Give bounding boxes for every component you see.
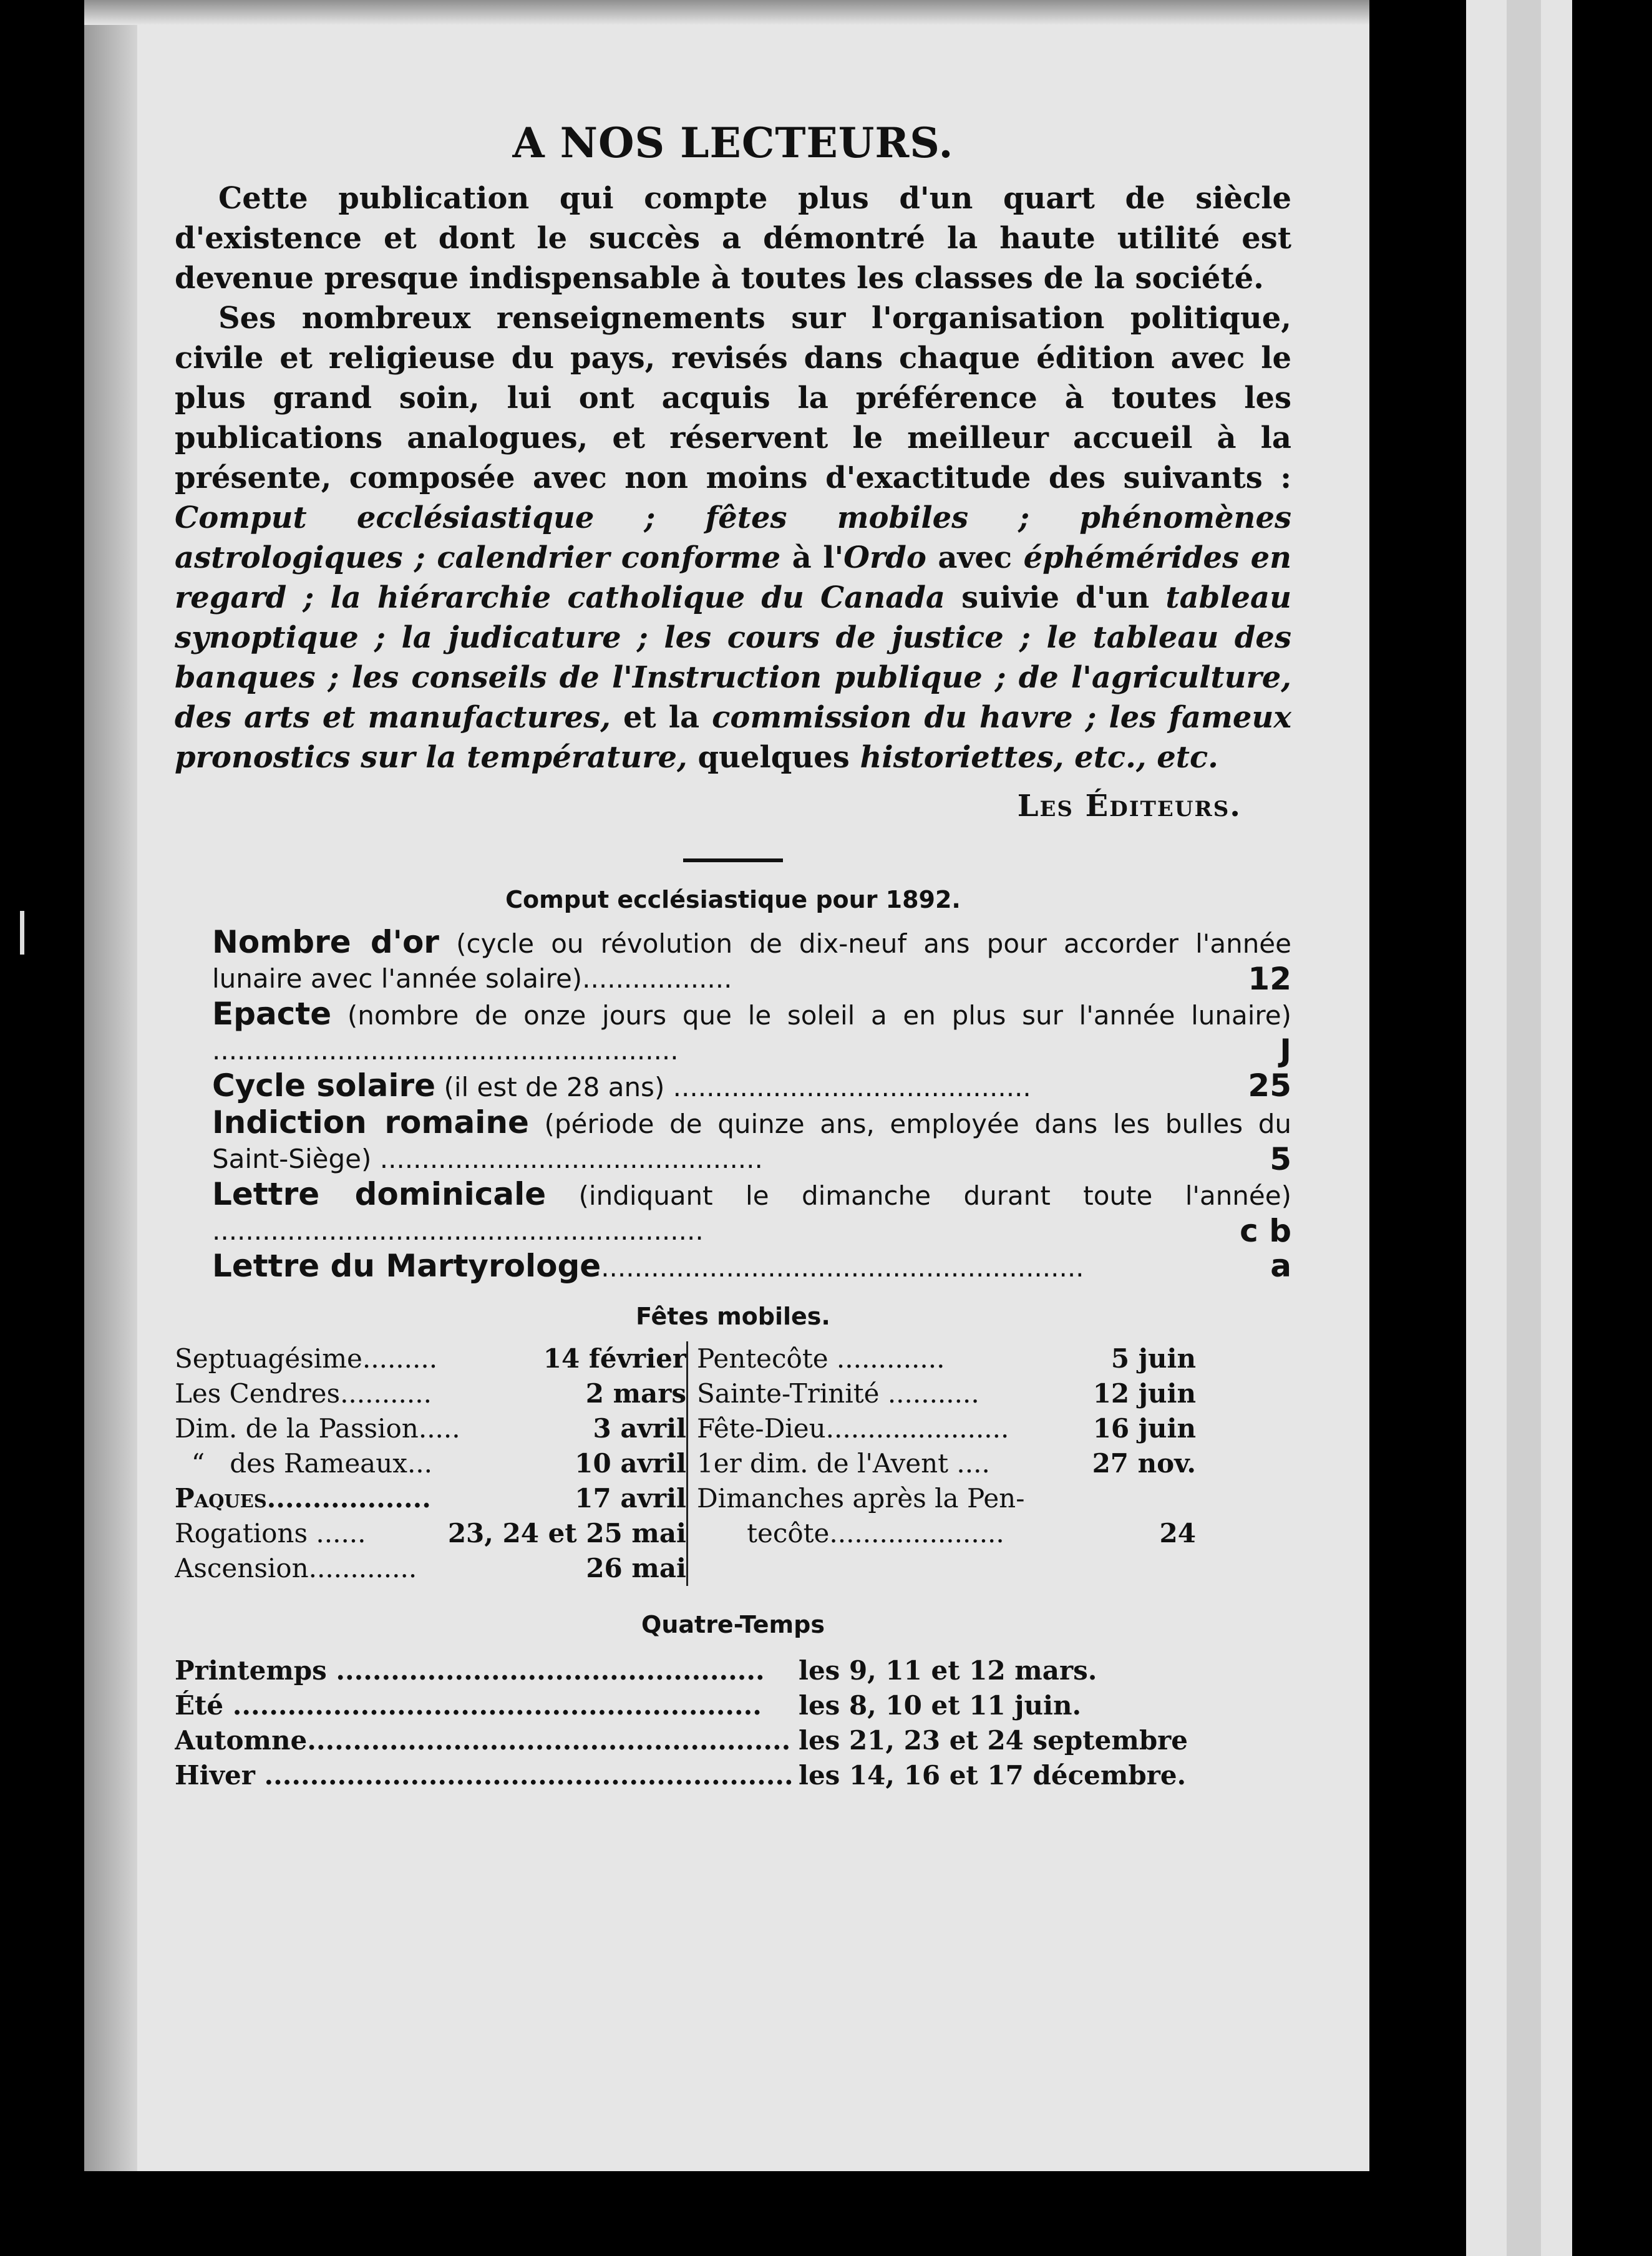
paragraph-2 [175,298,1291,777]
fete-name: Pentecôte ............. [697,1343,945,1374]
fete-date: 3 avril [593,1413,686,1444]
fete-date: 10 avril [575,1448,686,1479]
fete-name: Dimanches après la Pen- [697,1483,1025,1514]
quatre-temps-title: Quatre-Temps [641,1611,825,1638]
fete-date: 14 février [543,1343,686,1374]
fete-name: tecôte..................... [697,1518,1004,1549]
quatre-temps-row [175,1758,1291,1793]
fete-name: Sainte-Trinité ........... [697,1378,979,1409]
comput-title: Comput ecclésiastique pour 1892. [505,886,961,913]
comput-term: Nombre d'or [212,924,439,960]
comput-desc: (cycle ou révolution de dix-neuf ans pour accorder l'année lunaire avec l'année solaire).................. [212,928,1291,994]
fete-date: 12 juin [1092,1378,1196,1409]
paragraph-2-text: et la [610,700,712,735]
comput-desc: (il est de 28 ans) ........................................... [435,1072,1031,1102]
quatre-temps-list [175,1653,1291,1793]
fete-row [697,1516,1196,1551]
fete-date: 5 juin [1110,1343,1196,1374]
fete-row [175,1411,686,1446]
signature: Les Éditeurs. [1017,789,1241,824]
fete-name: Les Cendres........... [175,1378,432,1409]
fete-row [697,1376,1196,1411]
comput-row [175,1177,1291,1248]
season-dates: les 8, 10 et 11 juin. [799,1690,1082,1721]
season-name: Hiver .......................................................... [175,1760,794,1791]
fete-name: 1er dim. de l'Avent .... [697,1448,990,1479]
fete-row [697,1341,1196,1376]
paragraph-2-text: suivie d'un [945,580,1166,615]
paragraph-2-text: Ses nombreux renseignements sur l'organisation politique, civile et religieuse du pays, revisés dans chaque édition avec le plus grand soin, lui ont acquis la préférence à toutes les publications analogues, et réservent le meilleur accueil à la présente, composée avec non moins d'exactitude des suivants : [175,301,1291,495]
adjacent-page-shadow [1507,0,1541,2256]
paragraph-1: Cette publication qui compte plus d'un quart de siècle d'existence et dont le succès a démontré la haute utilité est devenue presque indispensable à toutes les classes de la société. [175,181,1291,296]
fete-name: Fête-Dieu...................... [697,1413,1009,1444]
fete-row [697,1411,1196,1446]
fete-name: Rogations ...... [175,1518,366,1549]
comput-value: c b [1240,1213,1291,1249]
comput-row [175,996,1291,1068]
fete-date: 2 mars [585,1378,686,1409]
fete-row [697,1446,1196,1481]
comput-term: Cycle solaire [212,1067,436,1104]
comput-value: 25 [1248,1067,1291,1104]
page-content [175,119,1291,1793]
paragraph-2-italic: éphémérides en regard ; la hiérarchie catholique du Canada [175,540,1292,615]
scan-mark [20,911,24,955]
paragraph-2-italic: historiettes, etc., etc. [860,740,1218,775]
fetes-left-column [175,1341,686,1586]
fete-name: Paques.................. [175,1483,431,1514]
quatre-temps-row [175,1723,1291,1758]
comput-list [175,925,1291,1285]
comput-term: Indiction romaine [212,1104,529,1140]
fete-date: 26 mai [586,1553,686,1583]
fete-row [175,1481,686,1516]
fete-row [697,1481,1196,1516]
season-dates: les 14, 16 et 17 décembre. [799,1760,1187,1791]
fete-row [175,1376,686,1411]
fetes-table [175,1341,1291,1586]
comput-value: 12 [1248,961,1291,997]
quatre-temps-row [175,1688,1291,1723]
page-heading: A NOS LECTEURS. [512,119,954,167]
comput-term: Lettre dominicale [212,1176,547,1212]
divider [683,858,783,862]
comput-row [175,1248,1291,1285]
season-name: Automne..................................................... [175,1725,791,1756]
comput-term: Epacte [212,996,332,1032]
fete-row [175,1516,686,1551]
comput-desc: (indiquant le dimanche durant toute l'année) ........................................................... [212,1180,1291,1246]
comput-desc: .......................................................... [601,1252,1084,1283]
paragraph-2-italic: tableau synoptique ; la judicature ; les cours de justice ; le tableau des banques ; les conseils de l'Instruction publique ; de l'agriculture, des arts et manufactures, [175,580,1291,735]
paragraph-2-italic: Comput ecclésiastique ; fêtes mobiles ; phénomènes astrologiques ; calendrier conforme [175,500,1291,575]
fete-name: Dim. de la Passion..... [175,1413,460,1444]
comput-term: Lettre du Martyrologe [212,1248,601,1284]
fete-date: 23, 24 et 25 mai [447,1518,686,1549]
season-dates: les 21, 23 et 24 septembre [799,1725,1188,1756]
fete-name: Ascension............. [175,1553,417,1583]
fete-date: 17 avril [575,1483,686,1514]
fetes-title: Fêtes mobiles. [636,1303,830,1330]
fete-date: 24 [1159,1518,1196,1549]
fete-name: “ des Rameaux... [175,1448,433,1479]
comput-value: 5 [1270,1141,1291,1177]
fete-row [175,1341,686,1376]
page-top-edge [84,0,1369,25]
paragraph-2-italic: commission du havre ; les fameux pronostics sur la température, [175,700,1291,775]
comput-value: J [1280,1033,1291,1069]
fete-row [175,1551,686,1586]
comput-row [175,1105,1291,1177]
fete-date: 16 juin [1092,1413,1196,1444]
season-name: Été .......................................................... [175,1690,762,1721]
paragraph-2-italic: Ordo [843,540,926,575]
comput-desc: (nombre de onze jours que le soleil a en plus sur l'année lunaire) ........................................................ [212,1000,1291,1066]
quatre-temps-row [175,1653,1291,1688]
fete-date: 27 nov. [1092,1448,1196,1479]
comput-value: a [1270,1248,1291,1284]
paragraph-2-text: quelques [687,740,860,775]
comput-desc: (période de quinze ans, employée dans les bulles du Saint-Siège) .............................................. [212,1109,1292,1174]
paragraph-2-text: avec [926,540,1024,575]
comput-row [175,1068,1291,1105]
comput-row [175,925,1291,996]
season-name: Printemps ............................................... [175,1655,765,1686]
fetes-right-column [686,1341,1196,1586]
season-dates: les 9, 11 et 12 mars. [799,1655,1097,1686]
paragraph-2-text: à l' [780,540,844,575]
fete-name: Septuagésime......... [175,1343,438,1374]
fete-row [175,1446,686,1481]
